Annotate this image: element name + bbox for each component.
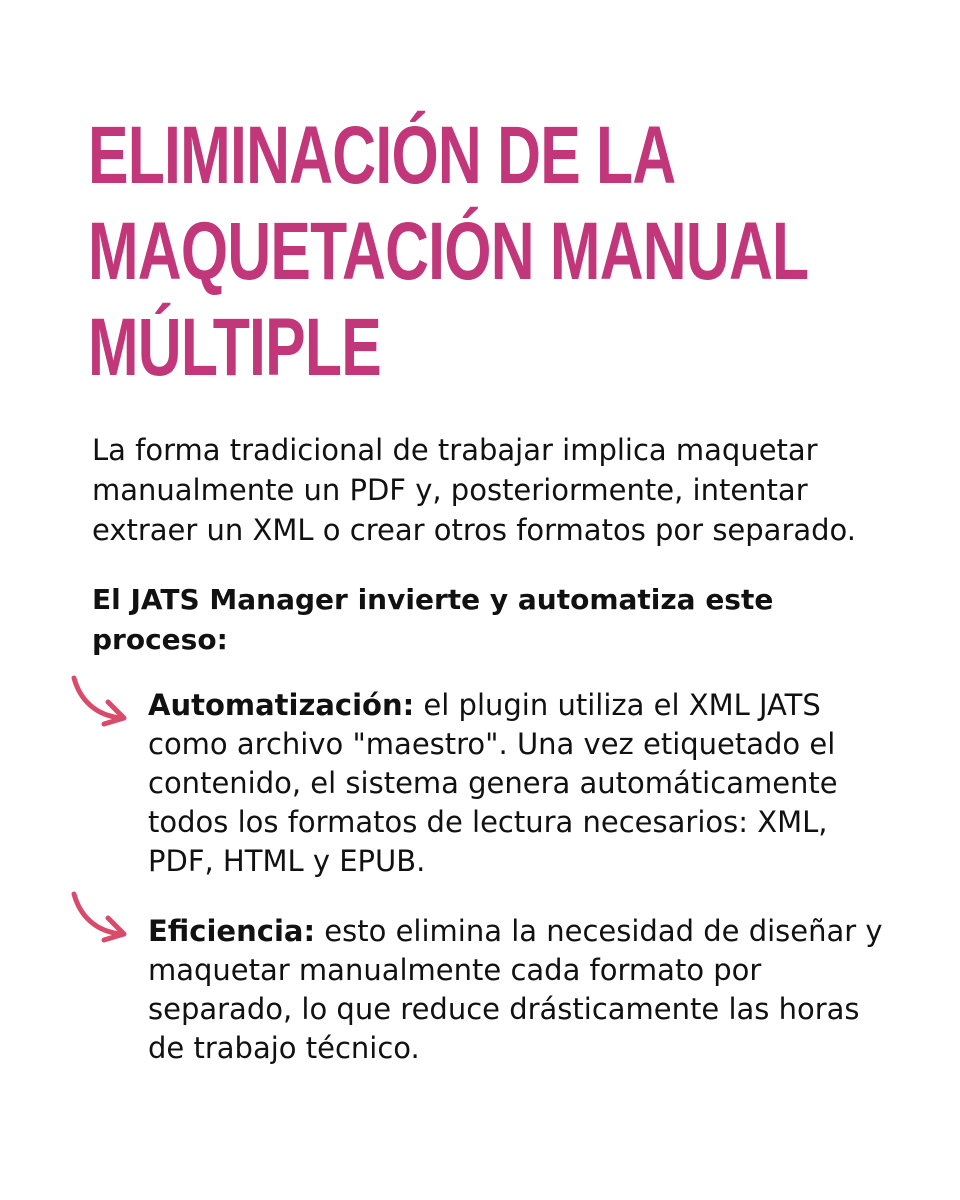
bullet-eficiencia bbox=[148, 912, 888, 1068]
bullet-text: el plugin utiliza el XML JATS como archivo "maestro". Una vez etiquetado el contenido, el sistema genera automáticamente todos los formatos de lectura necesarios: XML, PDF, HTML y EPUB. bbox=[148, 688, 838, 878]
bullet-automatizacion bbox=[148, 686, 888, 881]
title-line-2: MAQUETACIÓN MANUAL bbox=[88, 206, 809, 297]
bullet-term: Eficiencia: bbox=[148, 914, 316, 948]
curved-arrow-icon bbox=[70, 672, 132, 728]
title-line-1: ELIMINACIÓN DE LA bbox=[88, 110, 676, 201]
curved-arrow-icon bbox=[70, 888, 132, 944]
page-title bbox=[88, 108, 808, 396]
title-line-3: MÚLTIPLE bbox=[88, 302, 381, 393]
bullet-term: Automatización: bbox=[148, 688, 415, 722]
bullet-text: esto elimina la necesidad de diseñar y maquetar manualmente cada formato por separado, lo que reduce drásticamente las horas de trabajo técnico. bbox=[148, 914, 883, 1065]
intro-paragraph: La forma tradicional de trabajar implica maquetar manualmente un PDF y, posteriormente, intentar extraer un XML o crear otros formatos por separado. bbox=[92, 433, 856, 547]
lead-paragraph: El JATS Manager invierte y automatiza este proceso: bbox=[92, 583, 774, 656]
